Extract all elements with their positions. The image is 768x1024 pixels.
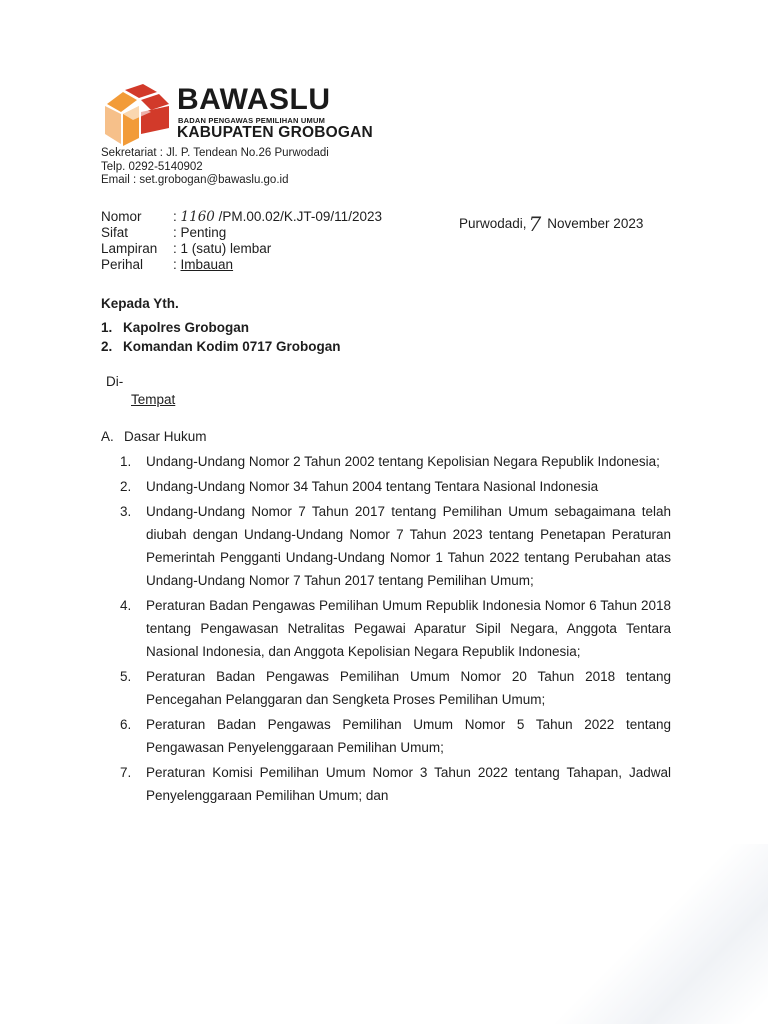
- handwritten-number: 1160: [180, 209, 215, 225]
- section-heading: Dasar Hukum: [124, 429, 207, 444]
- sifat-value: Penting: [180, 225, 227, 240]
- recipient-number: 2.: [101, 339, 113, 354]
- contact-block: [101, 147, 329, 188]
- list-text: Undang-Undang Nomor 7 Tahun 2017 tentang Pemilihan Umum sebagaimana telah diubah dengan Undang-Undang Nomor 7 Tahun 2023 tentang Penetapan Peraturan Pemerintah Pengganti Undang-Undang Nomor 1 Tahun 2022 tentang Perubahan atas Undang-Undang Nomor 7 Tahun 2017 tentang Pemilihan Umum;: [146, 504, 671, 588]
- legal-basis-list: [120, 450, 671, 809]
- di-label: Di-: [106, 374, 124, 389]
- brand-name: BAWASLU: [177, 83, 331, 116]
- meta-lampiran: [101, 241, 382, 257]
- list-text: Undang-Undang Nomor 34 Tahun 2004 tentang Tentara Nasional Indonesia: [146, 479, 599, 494]
- list-item: [120, 713, 671, 759]
- tempat-label: Tempat: [131, 392, 176, 407]
- place: Purwodadi,: [459, 216, 527, 231]
- list-item: [120, 500, 671, 592]
- brand-subtitle: BADAN PENGAWAS PEMILIHAN UMUM: [178, 116, 326, 125]
- month-year: November 2023: [547, 216, 644, 231]
- recipient-number: 1.: [101, 320, 113, 335]
- list-text: Undang-Undang Nomor 2 Tahun 2002 tentang Kepolisian Negara Republik Indonesia;: [146, 454, 660, 469]
- list-number: 1.: [120, 454, 132, 469]
- list-number: 4.: [120, 598, 132, 613]
- recipient-name: Komandan Kodim 0717 Grobogan: [123, 339, 341, 354]
- recipient-list: [101, 318, 341, 356]
- email-line: Email : set.grobogan@bawaslu.go.id: [101, 174, 289, 186]
- perihal-label: Perihal: [101, 257, 144, 272]
- nomor-label: Nomor: [101, 209, 142, 224]
- list-number: 2.: [120, 479, 132, 494]
- list-item: [120, 450, 671, 473]
- list-text: Peraturan Komisi Pemilihan Umum Nomor 3 Tahun 2022 tentang Tahapan, Jadwal Penyelenggaraan Pemilihan Umum; dan: [146, 765, 671, 803]
- bawaslu-logo-icon: [103, 84, 171, 148]
- list-item: [120, 475, 671, 498]
- list-number: 6.: [120, 717, 132, 732]
- list-text: Peraturan Badan Pengawas Pemilihan Umum Republik Indonesia Nomor 6 Tahun 2018 tentang Pengawasan Netralitas Pegawai Aparatur Sipil Negara, Anggota Tentara Nasional Indonesia, dan Anggota Kepolisian Negara Republik Indonesia;: [146, 598, 671, 659]
- brand-region: KABUPATEN GROBOGAN: [177, 124, 373, 141]
- recipient-item: [101, 318, 341, 337]
- separator: :: [173, 257, 181, 272]
- place-date: [459, 209, 644, 236]
- separator: :: [173, 241, 181, 256]
- meta-perihal: [101, 257, 382, 273]
- meta-sifat: [101, 225, 382, 241]
- letter-meta: [101, 209, 382, 273]
- addressee-heading: Kepada Yth.: [101, 296, 179, 311]
- separator: :: [173, 209, 181, 224]
- list-number: 3.: [120, 504, 132, 519]
- handwritten-day: 7: [528, 212, 542, 236]
- list-item: [120, 665, 671, 711]
- recipient-name: Kapolres Grobogan: [123, 320, 250, 335]
- recipient-item: [101, 337, 341, 356]
- list-text: Peraturan Badan Pengawas Pemilihan Umum Nomor 20 Tahun 2018 tentang Pencegahan Pelanggaran dan Sengketa Proses Pemilihan Umum;: [146, 669, 671, 707]
- section-letter: A.: [101, 429, 114, 444]
- list-item: [120, 761, 671, 807]
- scan-smudge: [468, 844, 768, 1024]
- address-line: Sekretariat : Jl. P. Tendean No.26 Purwodadi: [101, 147, 329, 159]
- lampiran-label: Lampiran: [101, 241, 158, 256]
- phone-line: Telp. 0292-5140902: [101, 160, 203, 173]
- list-item: [120, 594, 671, 663]
- sifat-label: Sifat: [101, 225, 129, 240]
- section-a-title: [101, 429, 207, 444]
- list-number: 7.: [120, 765, 132, 780]
- perihal-value: Imbauan: [180, 257, 234, 272]
- lampiran-value: 1 (satu) lembar: [180, 241, 272, 256]
- meta-nomor: [101, 209, 382, 225]
- nomor-value: /PM.00.02/K.JT-09/11/2023: [214, 209, 382, 224]
- separator: :: [173, 225, 181, 240]
- list-text: Peraturan Badan Pengawas Pemilihan Umum Nomor 5 Tahun 2022 tentang Pengawasan Penyelenggaraan Pemilihan Umum;: [146, 717, 671, 755]
- list-number: 5.: [120, 669, 132, 684]
